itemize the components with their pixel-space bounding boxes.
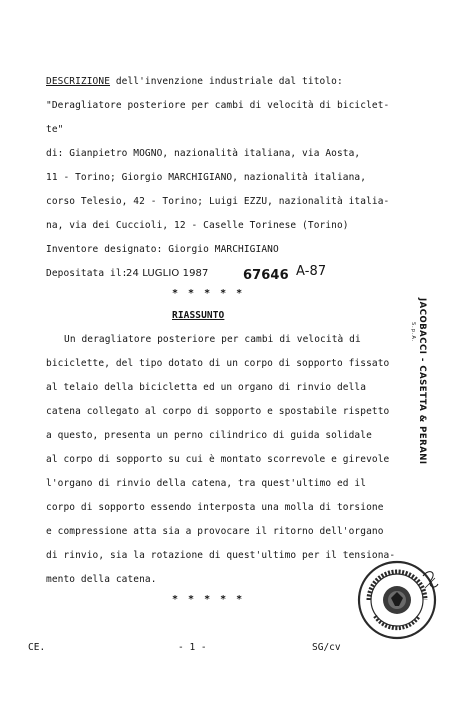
abstract-line: di rinvio, sia la rotazione di quest'ultimo per il tensiona- xyxy=(46,550,396,561)
page-number: - 1 - xyxy=(178,642,207,653)
title-underlined: DESCRIZIONE xyxy=(46,76,111,87)
applicants-line-4: na, via dei Cuccioli, 12 - Caselle Torinese (Torino) xyxy=(46,220,349,231)
abstract-heading: RIASSUNTO xyxy=(172,310,225,321)
firm-name-vertical: JACOBACCI - CASETTA & PERANI xyxy=(417,298,427,465)
abstract-line: biciclette, del tipo dotato di un corpo di sopporto fissato xyxy=(46,358,390,369)
document-title xyxy=(46,76,343,88)
abstract-line: catena collegato al corpo di sopporto e spostabile rispetto xyxy=(46,406,390,417)
applicants-line-3: corso Telesio, 42 - Torino; Luigi EZZU, nazionalità italia- xyxy=(46,196,390,207)
abstract-line: corpo di sopporto essendo interposta una molla di torsione xyxy=(46,502,384,513)
applicants-line-2: 11 - Torino; Giorgio MARCHIGIANO, nazionalità italiana, xyxy=(46,172,367,183)
applicants-line-1: di: Gianpietro MOGNO, nazionalità italiana, via Aosta, xyxy=(46,148,361,159)
footer-right-initials: SG/cv xyxy=(312,642,341,653)
filing-number: 67646 xyxy=(243,268,289,283)
official-stamp-seal xyxy=(355,558,439,642)
separator-stars: * * * * * xyxy=(172,594,245,605)
abstract-line: a questo, presenta un perno cilindrico di guida solidale xyxy=(46,430,372,441)
firm-suffix-vertical: S.p.A. xyxy=(410,322,416,343)
footer-left-code: CE. xyxy=(28,642,46,653)
abstract-line: al telaio della bicicletta ed un organo di rinvio della xyxy=(46,382,367,393)
designated-inventor: Inventore designato: Giorgio MARCHIGIANO xyxy=(46,244,279,255)
invention-title-line-1: "Deragliatore posteriore per cambi di velocità di biciclet- xyxy=(46,100,390,111)
filing-label: Depositata il: xyxy=(46,268,128,279)
abstract-line: al corpo di sopporto su cui è montato scorrevole e girevole xyxy=(46,454,390,465)
filing-date: 24 LUGLIO 1987 xyxy=(126,268,209,279)
abstract-line: Un deragliatore posteriore per cambi di velocità di xyxy=(64,334,361,345)
separator-stars: * * * * * xyxy=(172,288,245,299)
filing-series: A-87 xyxy=(296,264,327,279)
abstract-line: l'organo di rinvio della catena, tra quest'ultimo ed il xyxy=(46,478,367,489)
abstract-line: mento della catena. xyxy=(46,574,157,585)
abstract-line: e compressione atta sia a provocare il ritorno dell'organo xyxy=(46,526,384,537)
title-rest: dell'invenzione industriale dal titolo: xyxy=(110,76,343,87)
invention-title-line-2: te" xyxy=(46,124,64,135)
